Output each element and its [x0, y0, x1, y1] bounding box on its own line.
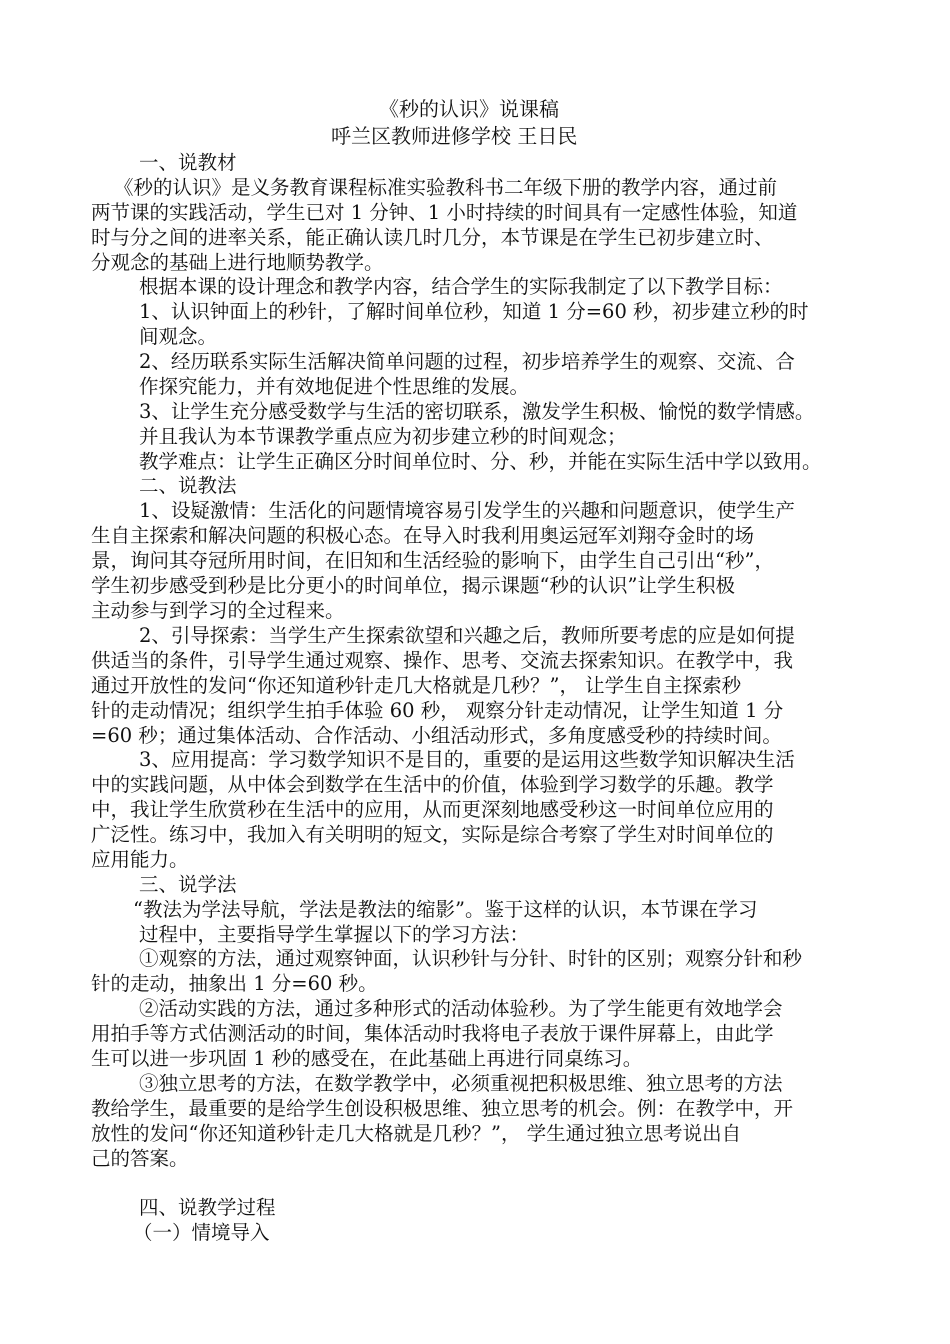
paragraph-line: 分观念的基础上进行地顺势教学。 — [91, 251, 384, 274]
paragraph-line: 主动参与到学习的全过程来。 — [91, 599, 345, 622]
learning-method-2: ②活动实践的方法，通过多种形式的活动体验秒。为了学生能更有效地学会 — [139, 997, 783, 1020]
method-item-2: 2、引导探索：当学生产生探索欲望和兴趣之后，教师所要考虑的应是如何提 — [139, 624, 795, 647]
goal-item-1-cont: 间观念。 — [139, 325, 218, 348]
paragraph-line: 供适当的条件，引导学生通过观察、操作、思考、交流去探索知识。在教学中，我 — [91, 649, 794, 672]
section-heading-teaching-process: 四、说教学过程 — [139, 1196, 276, 1219]
author-line: 呼兰区教师进修学校 王日民 — [331, 124, 578, 148]
paragraph-line: =60 秒；通过集体活动、合作活动、小组活动形式，多角度感受秒的持续时间。 — [91, 724, 782, 747]
paragraph-line: 用拍手等方式估测活动的时间，集体活动时我将电子表放于课件屏幕上，由此学 — [91, 1022, 774, 1045]
paragraph-line: 生自主探索和解决问题的积极心态。在导入时我利用奥运冠军刘翔夺金时的场 — [91, 524, 755, 547]
section-heading-materials: 一、说教材 — [139, 151, 237, 174]
paragraph-line: 过程中，主要指导学生掌握以下的学习方法： — [139, 923, 530, 946]
goal-item-2-cont: 作探究能力，并有效地促进个性思维的发展。 — [139, 375, 530, 398]
paragraph-line: 中，我让学生欣赏秒在生活中的应用，从而更深刻地感受秒这一时间单位应用的 — [91, 798, 774, 821]
paragraph-line: 时与分之间的进率关系，能正确认读几时几分，本节课是在学生已初步建立时、 — [91, 226, 774, 249]
document-title: 《秒的认识》说课稿 — [379, 97, 559, 121]
goal-item-1: 1、认识钟面上的秒针，了解时间单位秒，知道 1 分=60 秒，初步建立秒的时 — [139, 300, 809, 323]
paragraph-line: 两节课的实践活动，学生已对 1 分钟、1 小时持续的时间具有一定感性体验，知道 — [91, 201, 798, 224]
paragraph-line: 教给学生，最重要的是给学生创设积极思维、独立思考的机会。例：在教学中，开 — [91, 1097, 794, 1120]
paragraph-line: 放性的发问“你还知道秒针走几大格就是几秒？”， 学生通过独立思考说出自 — [91, 1122, 742, 1145]
method-item-1: 1、设疑激情：生活化的问题情境容易引发学生的兴趣和问题意识，使学生产 — [139, 499, 795, 522]
paragraph-line: 中的实践问题，从中体会到数学在生活中的价值，体验到学习数学的乐趣。教学 — [91, 773, 774, 796]
paragraph-line: 生可以进一步巩固 1 秒的感受在，在此基础上再进行同桌练习。 — [91, 1047, 643, 1070]
paragraph-line: 通过开放性的发问“你还知道秒针走几大格就是几秒？”， 让学生自主探索秒 — [91, 674, 742, 697]
learning-method-3: ③独立思考的方法，在数学教学中，必须重视把积极思维、独立思考的方法 — [139, 1072, 783, 1095]
paragraph-line: “教法为学法导航，学法是教法的缩影”。鉴于这样的认识，本节课在学习 — [133, 898, 758, 921]
section-heading-teaching-methods: 二、说教法 — [139, 474, 237, 497]
paragraph-line: 应用能力。 — [91, 848, 189, 871]
subsection-heading: （一）情境导入 — [133, 1221, 270, 1244]
goal-item-3: 3、让学生充分感受数学与生活的密切联系，激发学生积极、愉悦的数学情感。 — [139, 400, 815, 423]
paragraph-line: 学生初步感受到秒是比分更小的时间单位，揭示课题“秒的认识”让学生积极 — [91, 574, 735, 597]
paragraph-line: 根据本课的设计理念和教学内容，结合学生的实际我制定了以下教学目标： — [139, 275, 783, 298]
paragraph-line: 针的走动情况；组织学生拍手体验 60 秒， 观察分针走动情况，让学生知道 1 分 — [91, 699, 784, 722]
paragraph-line: 《秒的认识》是义务教育课程标准实验教科书二年级下册的教学内容，通过前 — [114, 176, 778, 199]
learning-method-1: ①观察的方法，通过观察钟面，认识秒针与分针、时针的区别；观察分针和秒 — [139, 947, 803, 970]
paragraph-line: 广泛性。练习中，我加入有关明明的短文，实际是综合考察了学生对时间单位的 — [91, 823, 774, 846]
method-item-3: 3、应用提高：学习数学知识不是目的，重要的是运用这些数学知识解决生活 — [139, 748, 795, 771]
section-heading-learning-methods: 三、说学法 — [139, 873, 237, 896]
paragraph-line: 景，询问其夺冠所用时间，在旧知和生活经验的影响下，由学生自己引出“秒”， — [91, 549, 774, 572]
key-point-line: 并且我认为本节课教学重点应为初步建立秒的时间观念； — [139, 425, 627, 448]
paragraph-line: 己的答案。 — [91, 1147, 189, 1170]
paragraph-line: 针的走动，抽象出 1 分=60 秒。 — [91, 972, 378, 995]
difficulty-line: 教学难点：让学生正确区分时间单位时、分、秒，并能在实际生活中学以致用。 — [139, 450, 822, 473]
goal-item-2: 2、经历联系实际生活解决简单问题的过程，初步培养学生的观察、交流、合 — [139, 350, 795, 373]
